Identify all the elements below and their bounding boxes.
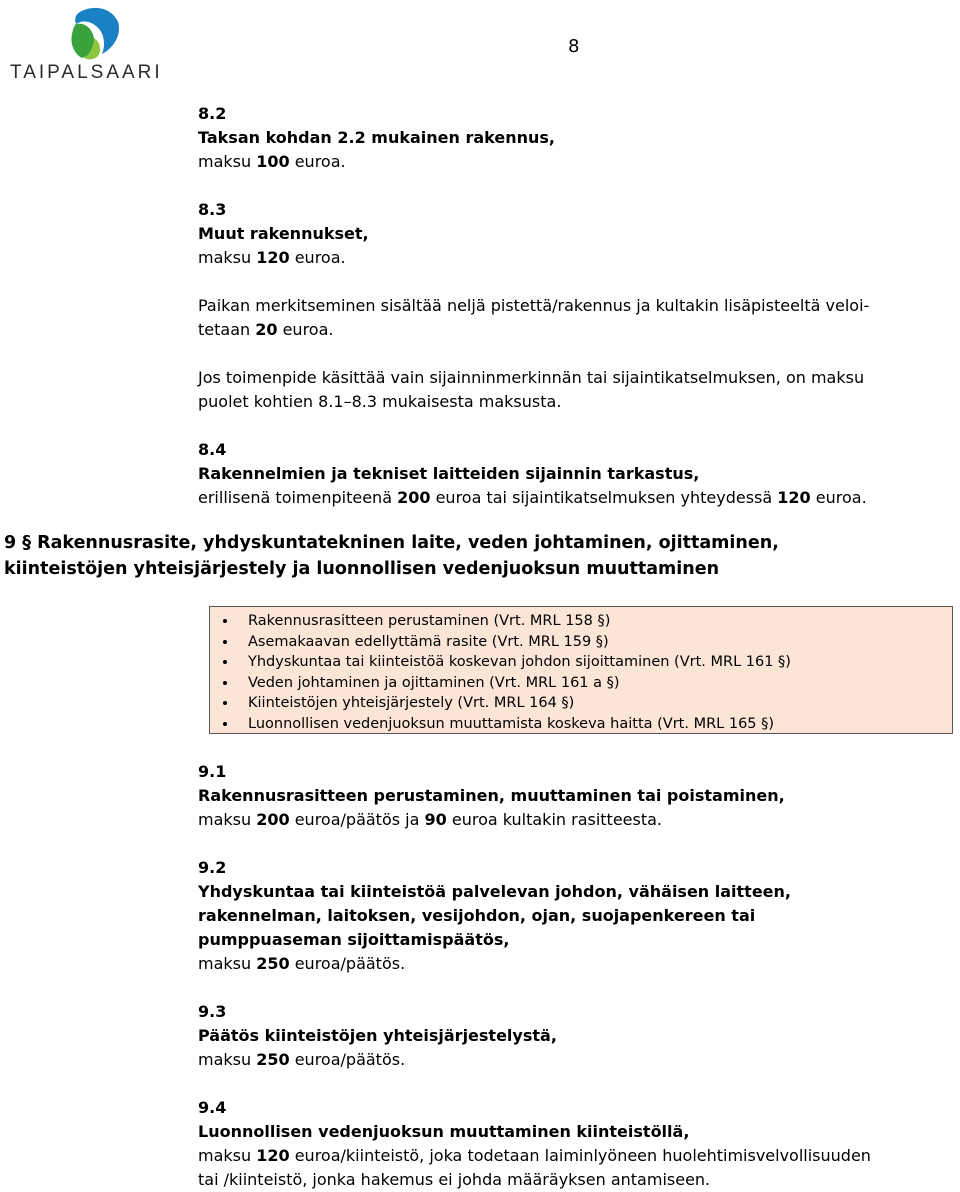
section-title: Päätös kiinteistöjen yhteisjärjestelystä, (198, 1026, 557, 1045)
section-title: rakennelman, laitoksen, vesijohdon, ojan, suojapenkereen tai (198, 906, 756, 925)
section-number: 8.3 (198, 200, 227, 219)
list-item: • Luonnollisen vedenjuoksun muuttamista koskeva haitta (Vrt. MRL 165 §) (238, 714, 952, 735)
page-number: 8 (568, 36, 580, 57)
section-title: Rakennusrasitteen perustaminen, muuttaminen tai poistaminen, (198, 786, 785, 805)
legal-reference-box (209, 606, 953, 734)
section-title: Luonnollisen vedenjuoksun muuttaminen kiinteistöllä, (198, 1122, 690, 1141)
paragraph-line: Jos toimenpide käsittää vain sijainninmerkinnän tai sijaintikatselmuksen, on maksu (198, 368, 865, 387)
fee-line: maksu 120 euroa. (198, 248, 346, 267)
paragraph-line: Paikan merkitseminen sisältää neljä pistettä/rakennus ja kultakin lisäpisteeltä veloi- (198, 296, 870, 315)
paragraph-line: puolet kohtien 8.1–8.3 mukaisesta maksusta. (198, 392, 562, 411)
section-heading-line: kiinteistöjen yhteisjärjestely ja luonnollisen vedenjuoksun muuttaminen (4, 559, 720, 579)
section-number: 8.2 (198, 104, 227, 123)
list-item: • Veden johtaminen ja ojittaminen (Vrt. MRL 161 a §) (238, 673, 952, 694)
section-title: pumppuaseman sijoittamispäätös, (198, 930, 510, 949)
document-body-lower (198, 760, 950, 1192)
fee-line: maksu 200 euroa/päätös ja 90 euroa kultakin rasitteesta. (198, 810, 663, 829)
section-title: Taksan kohdan 2.2 mukainen rakennus, (198, 128, 555, 147)
section-title: Rakennelmien ja tekniset laitteiden sijainnin tarkastus, (198, 464, 700, 483)
fee-line: maksu 250 euroa/päätös. (198, 954, 406, 973)
list-item: • Yhdyskuntaa tai kiinteistöä koskevan johdon sijoittaminen (Vrt. MRL 161 §) (238, 652, 952, 673)
document-body-upper (198, 102, 950, 510)
fee-line: maksu 100 euroa. (198, 152, 346, 171)
section-number: 9.3 (198, 1002, 227, 1021)
section-number: 9.4 (198, 1098, 227, 1117)
section-number: 9.2 (198, 858, 227, 877)
list-item: • Kiinteistöjen yhteisjärjestely (Vrt. MRL 164 §) (238, 693, 952, 714)
logo-text: TAIPALSAARI (10, 62, 163, 83)
paragraph-line: tetaan 20 euroa. (198, 320, 334, 339)
fee-line: tai /kiinteistö, jonka hakemus ei johda määräyksen antamiseen. (198, 1170, 711, 1189)
section-heading-line: 9 § Rakennusrasite, yhdyskuntatekninen laite, veden johtaminen, ojittaminen, (4, 533, 779, 553)
reference-list (222, 611, 952, 734)
fee-line: maksu 250 euroa/päätös. (198, 1050, 406, 1069)
section-number: 8.4 (198, 440, 227, 459)
section-9-heading (4, 530, 944, 582)
list-item: • Asemakaavan edellyttämä rasite (Vrt. MRL 159 §) (238, 632, 952, 653)
list-item: • Rakennusrasitteen perustaminen (Vrt. MRL 158 §) (238, 611, 952, 632)
fee-line: erillisenä toimenpiteenä 200 euroa tai sijaintikatselmuksen yhteydessä 120 euroa. (198, 488, 867, 507)
section-title: Yhdyskuntaa tai kiinteistöä palvelevan johdon, vähäisen laitteen, (198, 882, 791, 901)
section-title: Muut rakennukset, (198, 224, 369, 243)
section-number: 9.1 (198, 762, 227, 781)
fee-line: maksu 120 euroa/kiinteistö, joka todetaan laiminlyöneen huolehtimisvelvollisuuden (198, 1146, 871, 1165)
